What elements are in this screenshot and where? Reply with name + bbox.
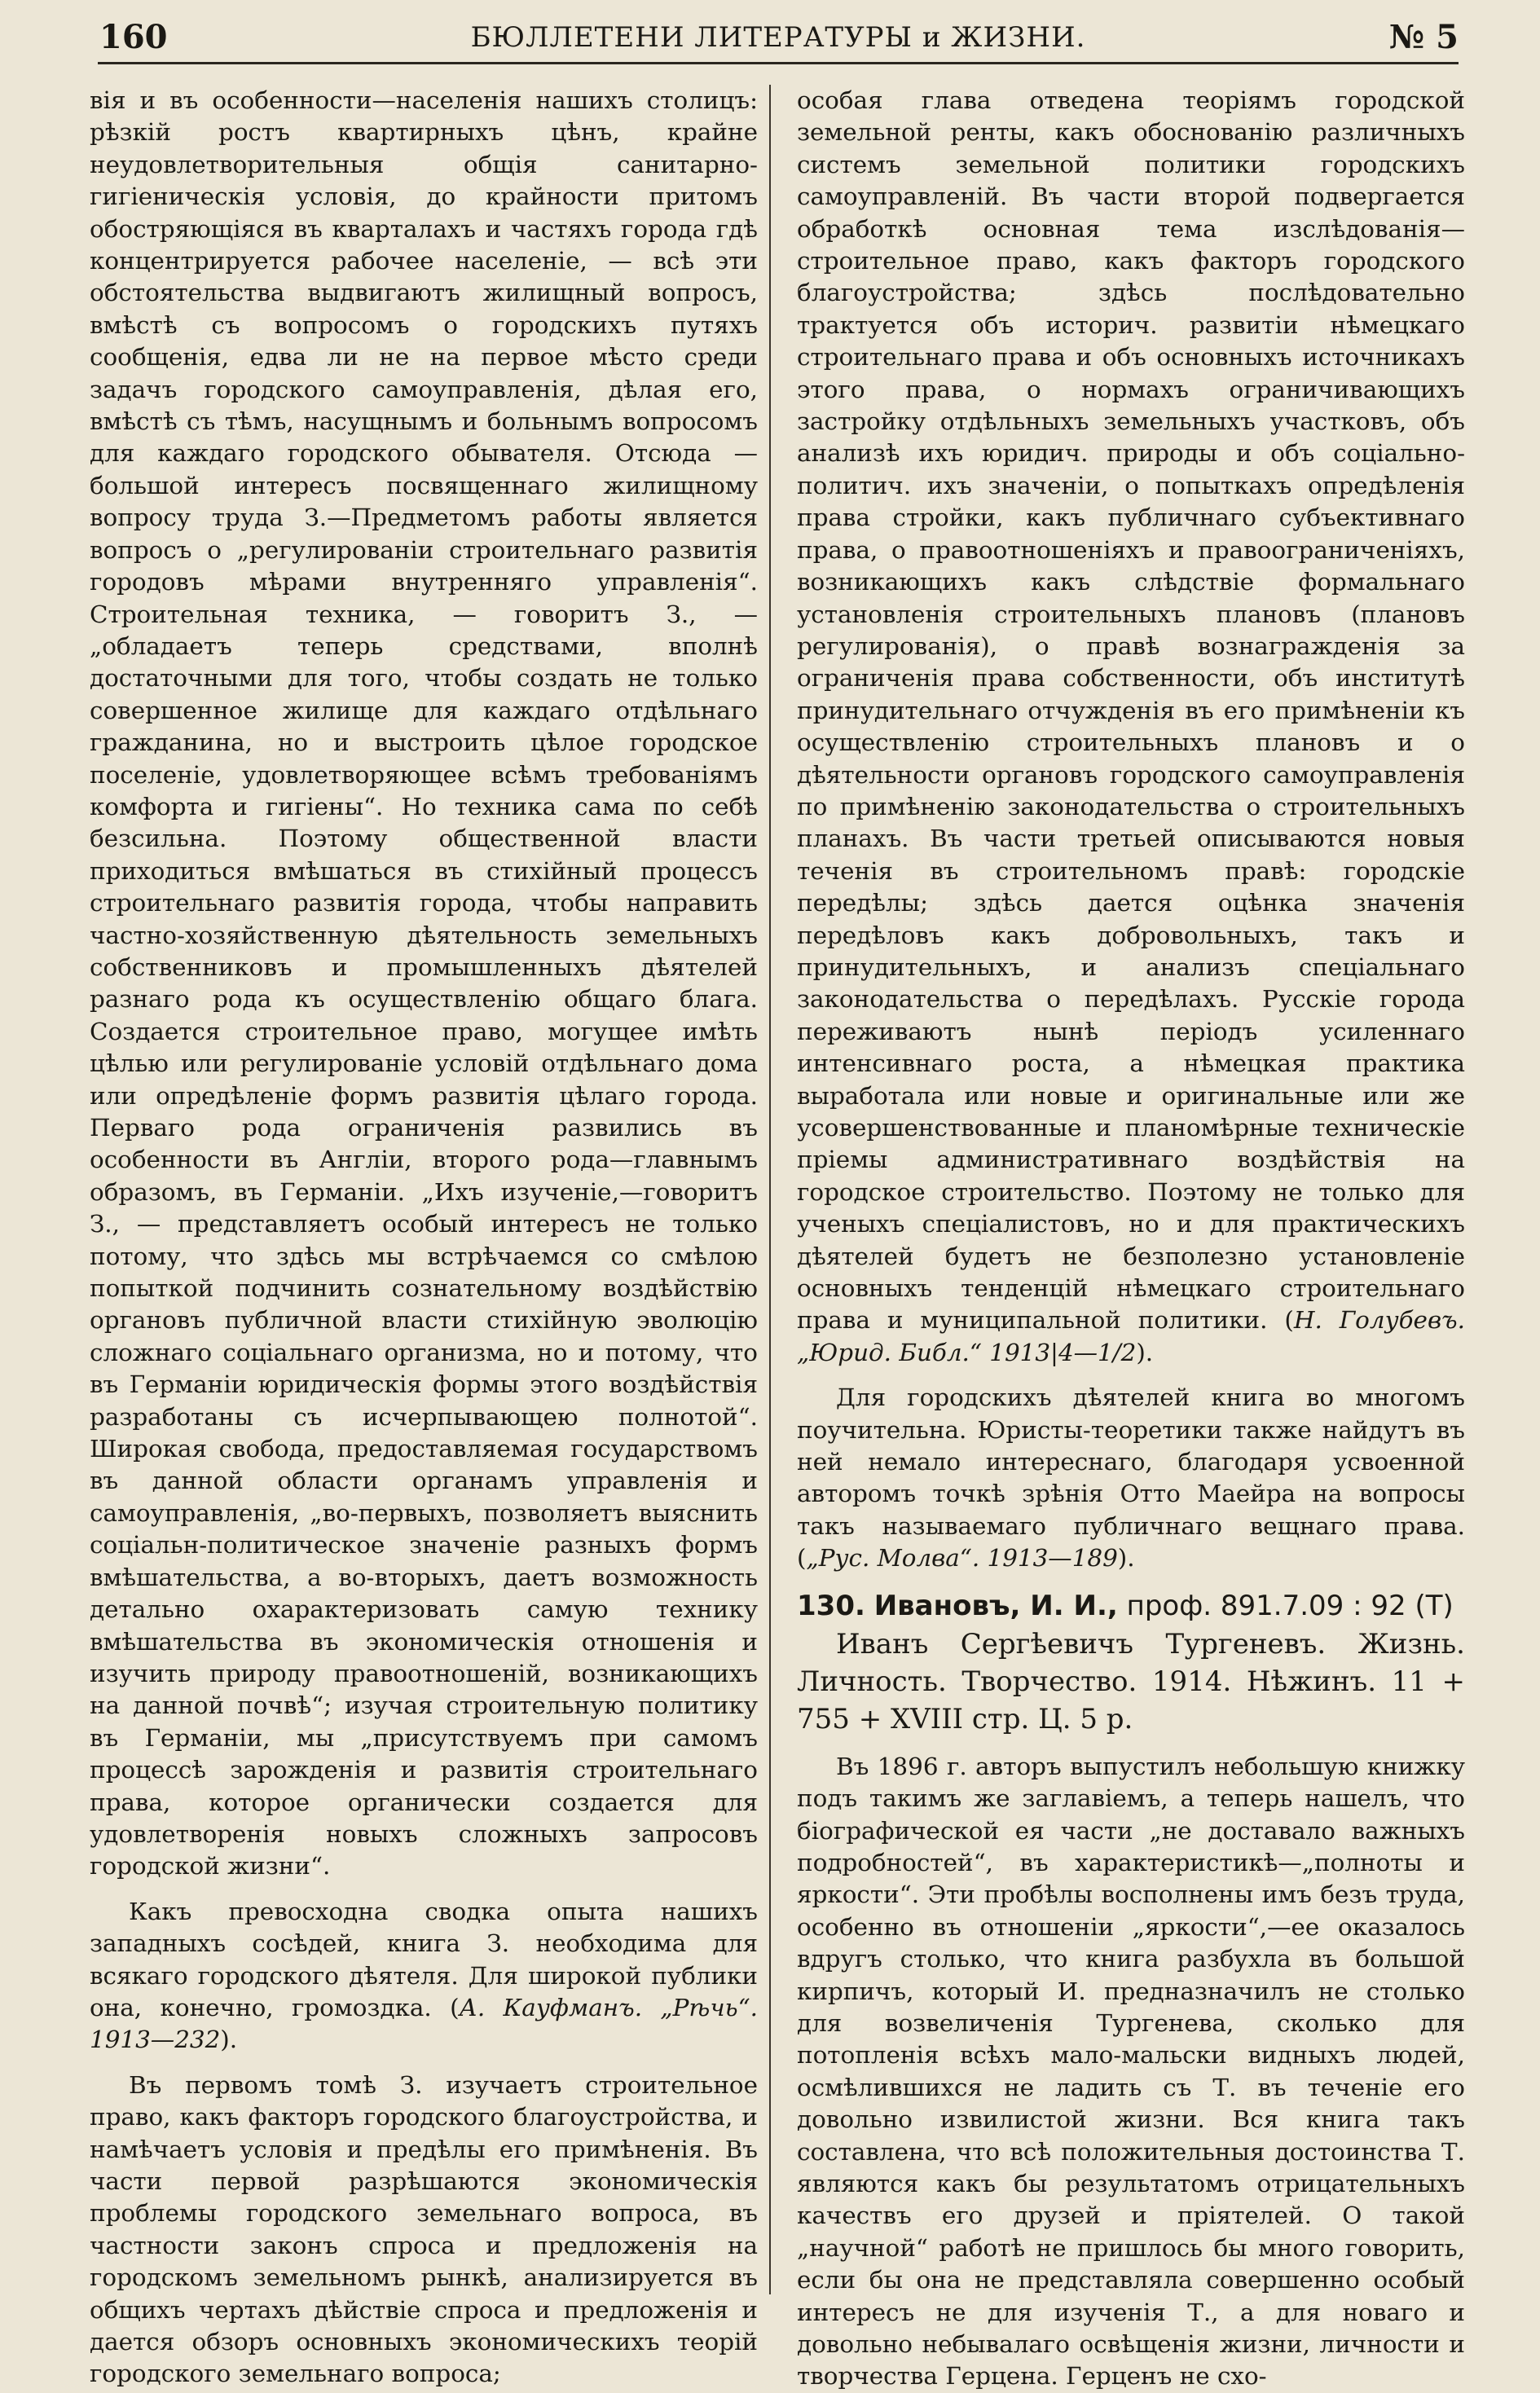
right-paragraph-1: [797, 85, 1465, 1369]
page-header: [98, 11, 1459, 64]
right-column: [797, 85, 1465, 2391]
entry-classification: проф. 891.7.09 : 92 (Т): [1126, 1589, 1454, 1622]
right-paragraph-1-source: Н. Голубевъ. „Юрид. Библ.“ 1913|4—1/2: [797, 1306, 1465, 1366]
left-paragraph-3: Въ первомъ томѣ З. изучаетъ строительное право, какъ факторъ городского благоустройства, и намѣчаетъ условія и предѣлы его примѣненія. Въ части первой разрѣшаются экономическія проблемы городского земельнаго вопроса, въ частности законъ спроса и предложенія на городскомъ земельномъ рынкѣ, анализируется въ общихъ чертахъ дѣйствіе спроса и предложенія и дается обзоръ основныхъ экономическихъ теорій городского земельнаго вопроса;: [90, 2070, 758, 2388]
left-paragraph-2-source: А. Кауфманъ. „Рѣчь“. 1913—232: [90, 1993, 759, 2054]
left-paragraph-2: [90, 1896, 758, 2056]
entry-number: 130.: [797, 1589, 865, 1622]
page-number: 160: [99, 18, 168, 56]
right-paragraph-1-text: особая глава отведена теоріямъ городской земельной ренты, какъ обоснованію различныхъ системъ земельной политики городскихъ самоуправленій. Въ части второй подвергается обработкѣ основная тема изслѣдованія—строительное право, какъ факторъ городского благоустройства; здѣсь послѣдовательно трактуется объ историч. развитіи нѣмецкаго строительнаго права и объ основныхъ источникахъ этого права, о нормахъ ограничивающихъ застройку отдѣльныхъ земельныхъ участковъ, объ анализѣ ихъ юридич. природы и объ соціально-политич. ихъ значеніи, о попыткахъ опредѣленія права стройки, какъ публичнаго субъективнаго права, о правоотношеніяхъ и правоограниченіяхъ, возникающихъ какъ слѣдствіе формальнаго установленія строительныхъ плановъ (плановъ регулированія), о правѣ вознагражденія за ограниченія права собственности, объ институтѣ принудительнаго отчужденія въ его примѣненіи къ осуществленію строительныхъ плановъ и о дѣятельности органовъ городского самоуправленія по примѣненію законодательства о строительныхъ планахъ. Въ части третьей описываются новыя теченія въ строительномъ правѣ: городскіе передѣлы; здѣсь дается оцѣнка значенія передѣловъ какъ добровольныхъ, такъ и принудительныхъ, и анализъ спеціальнаго законодательства о передѣлахъ. Русскіе города переживаютъ нынѣ періодъ усиленнаго интенсивнаго роста, а нѣмецкая практика выработала или новые и оригинальные или же усовершенствованные и планомѣрные техническіе пріемы административнаго воздѣйствія на городское строительство. Поэтому не только для ученыхъ спеціалистовъ, но и для практическихъ дѣятелей будетъ не безполезно установленіе основныхъ тенденцій нѣмецкаго строительнаго права и муниципальной политики. (: [797, 86, 1465, 1335]
right-paragraph-3: Въ 1896 г. авторъ выпустилъ небольшую книжку подъ такимъ же заглавіемъ, а теперь нашелъ, что біографической ея части „не доставало важныхъ подробностей“, въ характеристикѣ—„полноты и яркости“. Эти пробѣлы восполнены имъ безъ труда, особенно въ отношеніи „яркости“,—ее оказалось вдругъ столько, что книга разбухла въ большой кирпичъ, который И. предназначилъ не столько для возвеличенія Тургенева, сколько для потопленія всѣхъ мало-мальски видныхъ людей, осмѣлившихся не ладить съ Т. въ теченіе его довольно извилистой жизни. Вся книга такъ составлена, что всѣ положительныя достоинства Т. являются какъ бы результатомъ отрицательныхъ качествъ его друзей и пріятелей. О такой „научной“ работѣ не пришлось бы много говорить, если бы она не представляла совершенно особый интересъ не для изученія Т., а для новаго и довольно небывалаго освѣщенія жизни, личности и творчества Герцена. Герценъ не схо-: [797, 1752, 1465, 2391]
right-paragraph-2-source: „Рус. Молва“. 1913—189: [806, 1544, 1118, 1573]
issue-number: № 5: [1388, 18, 1459, 56]
running-title: БЮЛЛЕТЕНИ ЛИТЕРАТУРЫ и ЖИЗНИ.: [470, 21, 1086, 54]
left-paragraph-1: вія и въ особенности—населенія нашихъ столицъ: рѣзкій ростъ квартирныхъ цѣнъ, крайне неудовлетворительныя общія санитарно-гигіеническія условія, до крайности притомъ обостряющіяся въ кварталахъ и частяхъ города гдѣ концентрируется рабочее населеніе, — всѣ эти обстоятельства выдвигаютъ жилищный вопросъ, вмѣстѣ съ вопросомъ о городскихъ путяхъ сообщенія, едва ли не на первое мѣсто среди задачъ городского самоуправленія, дѣлая его, вмѣстѣ съ тѣмъ, насущнымъ и больнымъ вопросомъ для каждаго городского обывателя. Отсюда — большой интересъ посвященнаго жилищному вопросу труда З.—Предметомъ работы является вопросъ о „регулированіи строительнаго развитія городовъ мѣрами внутренняго управленія“. Строительная техника, — говоритъ З., — „обладаетъ теперь средствами, вполнѣ достаточными для того, чтобы создать не только совершенное жилище для каждаго отдѣльнаго гражданина, но и выстроить цѣлое городское поселеніе, удовлетворяющее всѣмъ требованіямъ комфорта и гигіены“. Но техника сама по себѣ безсильна. Поэтому общественной власти приходиться вмѣшаться въ стихійный процессъ строительнаго развитія города, чтобы направить частно-хозяйственную дѣятельность земельныхъ собственниковъ и промышленныхъ дѣятелей разнаго рода къ осуществленію общаго блага. Создается строительное право, могущее имѣть цѣлью или регулированіе условій отдѣльнаго дома или опредѣленіе формъ развитія цѣлаго города. Перваго рода ограниченія развились въ особенности въ Англіи, второго рода—главнымъ образомъ, въ Германіи. „Ихъ изученіе,—говоритъ З., — представляетъ особый интересъ не только потому, что здѣсь мы встрѣчаемся со смѣлою попыткой подчинить сознательному воздѣйствію органовъ публичной власти стихійную эволюцію сложнаго соціальнаго организма, но и потому, что въ Германіи юридическія формы этого воздѣйствія разработаны съ исчерпывающею полнотой“. Широкая свобода, предоставляемая государствомъ въ данной области органамъ управленія и самоуправленія, „во-первыхъ, позволяетъ выяснить соціальн-политическое значеніе разныхъ формъ вмѣшательства, а во-вторыхъ, даетъ возможность детально охарактеризовать самую технику вмѣшательства въ экономическія отношенія и изучить природу правоотношеній, возникающихъ на данной почвѣ“; изучая строительную политику въ Германіи, мы „присутствуемъ при самомъ процессѣ зарожденія и развитія строительнаго права, которое органически создается для удовлетворенія новыхъ сложныхъ запросовъ городской жизни“.: [90, 86, 758, 1881]
entry-book-title: Иванъ Сергѣевичъ Тургеневъ. Жизнь. Личность. Творчество. 1914. Нѣжинъ. 11 + 755 + XVIII стр. Ц. 5 р.: [797, 1627, 1465, 1735]
left-paragraph-2-end: ).: [220, 2026, 238, 2054]
right-paragraph-1-end: ).: [1136, 1338, 1154, 1366]
right-paragraph-2-text: Для городскихъ дѣятелей книга во многомъ поучительна. Юристы-теоретики также найдутъ въ ней немало интереснаго, благодаря усвоенной авторомъ точкѣ зрѣнія Отто Маейра на вопросы такъ называемаго публичнаго вещнаго права. (: [797, 1383, 1465, 1573]
bibliography-entry-heading: [797, 1586, 1465, 1625]
column-divider: [769, 85, 771, 2294]
right-paragraph-2-end: ).: [1117, 1544, 1135, 1573]
right-paragraph-2: [797, 1382, 1465, 1574]
left-column: [90, 85, 759, 2388]
entry-author: Ивановъ, И. И.,: [873, 1589, 1118, 1622]
left-paragraph-2-text: Какъ превосходна сводка опыта нашихъ западныхъ сосѣдей, книга З. необходима для всякаго городского дѣятеля. Для широкой публики она, конечно, громоздка. (: [90, 1897, 758, 2021]
